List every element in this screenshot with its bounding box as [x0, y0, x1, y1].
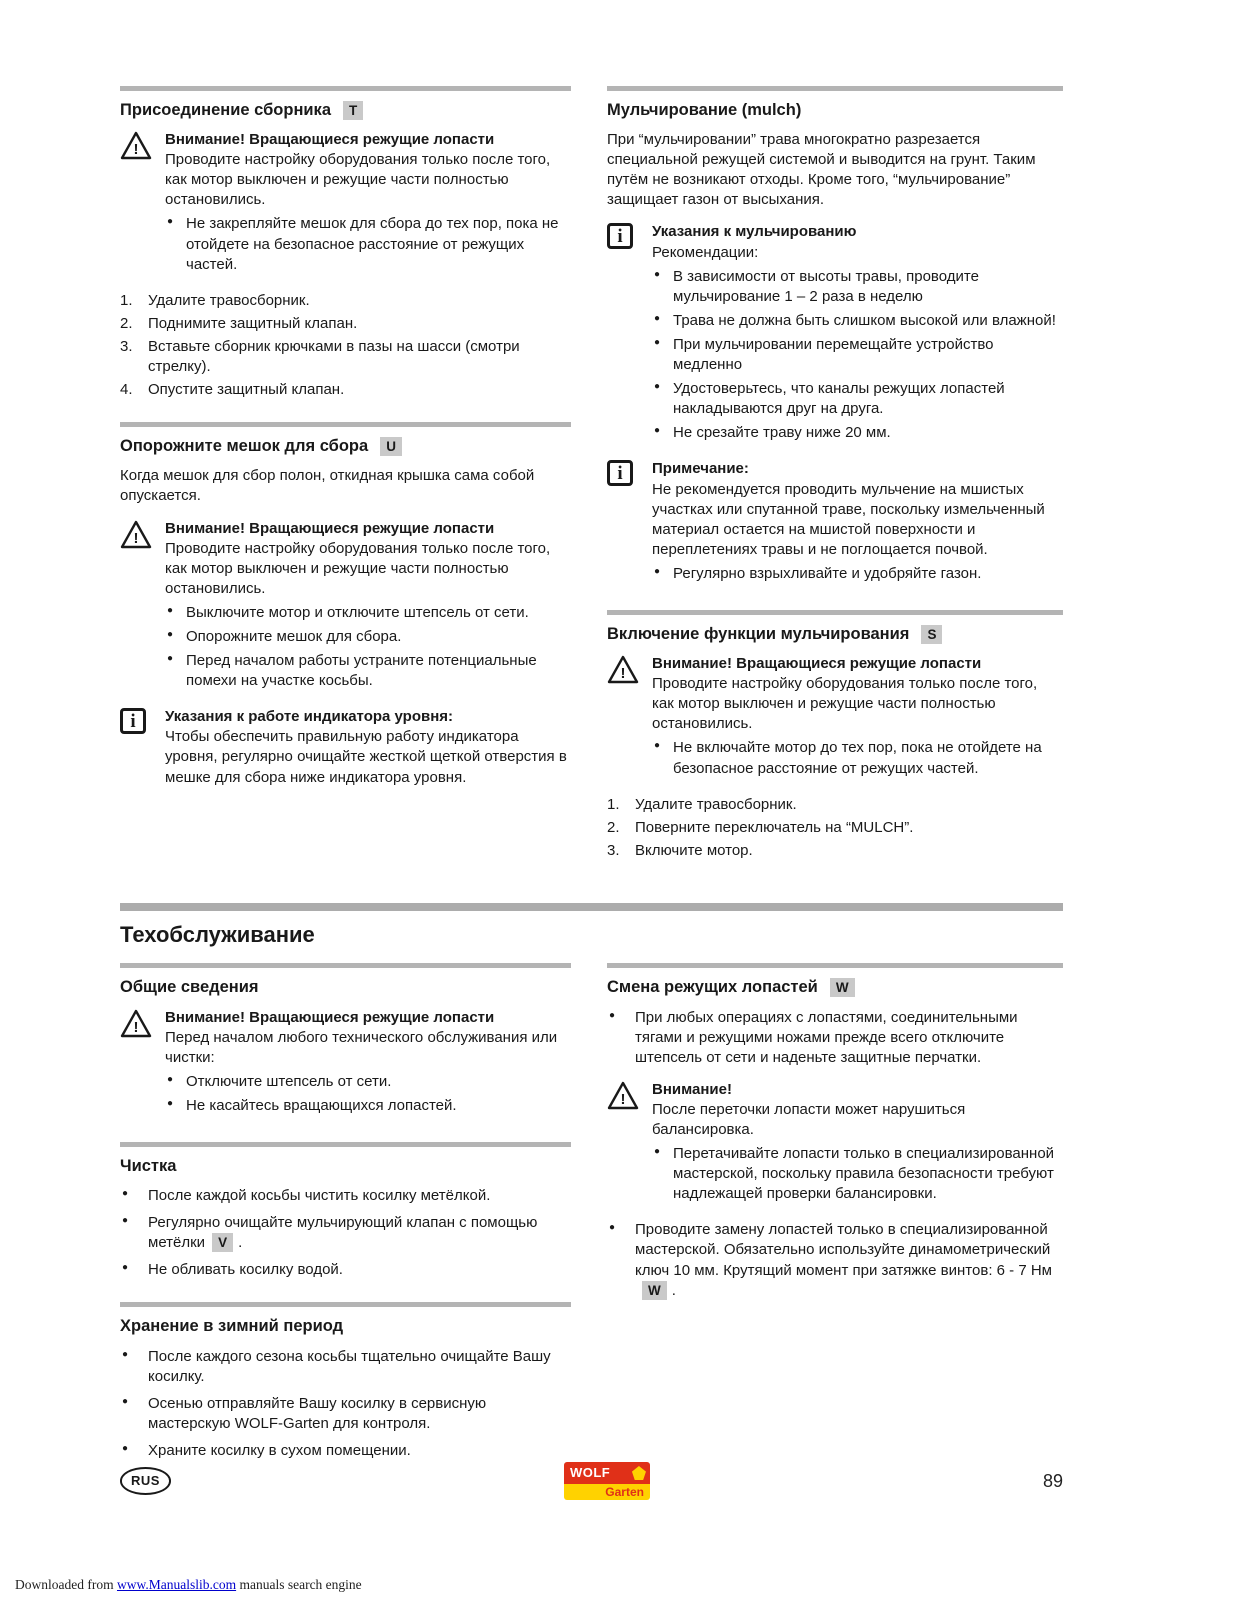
section-heading: Общие сведения: [120, 978, 259, 997]
language-badge: RUS: [120, 1467, 171, 1494]
download-prefix: Downloaded from: [15, 1576, 117, 1592]
info-text: Рекомендации:: [652, 243, 759, 261]
info-block: [120, 707, 571, 787]
info-bullet: ● Не срезайте траву ниже 20 мм.: [652, 423, 1063, 443]
heading-bar: [120, 86, 571, 91]
warning-bullet: ● Не включайте мотор до тех пор, пока не отойдете на безопасное расстояние от режущих частей.: [652, 738, 1063, 778]
step-item: 3. Включите мотор.: [607, 841, 753, 859]
info-text: Чтобы обеспечить правильную работу индикатора уровня, регулярно очищайте жесткой щеткой отверстия в мешке для сбора ниже индикатора уровня.: [165, 728, 567, 786]
step-item: 2. Поднимите защитный клапан.: [120, 314, 358, 332]
heading-bar: [120, 1142, 571, 1147]
warning-bullet: ● Перетачивайте лопасти только в специализированной мастерской, поскольку правила безопасности требуют надлежащей проверки балансировки.: [652, 1144, 1063, 1204]
figure-ref-badge-W: W: [830, 978, 855, 997]
intro-paragraph: При “мульчировании” трава многократно разрезается специальной режущей системой и выводится на грунт. Таким путём не возникают отходы. Кроме того, “мульчирование” защищает газон от высыхания.: [607, 131, 1036, 209]
list-item: ● После каждой косьбы чистить косилку метёлкой.: [120, 1186, 571, 1206]
section-general-info: [120, 963, 571, 1120]
info-title: Указания к работе индикатора уровня:: [165, 708, 454, 726]
warning-text: Перед началом любого технического обслуживания или чистки:: [165, 1028, 558, 1066]
section-heading: Чистка: [120, 1156, 177, 1175]
warning-bullet: ● Не касайтесь вращающихся лопастей.: [165, 1096, 571, 1116]
step-item: 1. Удалите травосборник.: [120, 291, 310, 309]
figure-ref-badge-S: S: [921, 625, 942, 644]
warning-bullet: ● Не закрепляйте мешок для сбора до тех пор, пока не отойдете на безопасное расстояние от режущих частей.: [165, 214, 571, 274]
cleaning-bullets: [120, 1186, 571, 1280]
info-bullet: ● В зависимости от высоты травы, проводите мульчирование 1 – 2 раза в неделю: [652, 267, 1063, 307]
step-item: 1. Удалите травосборник.: [607, 795, 797, 813]
warning-icon: [607, 654, 639, 783]
intro-paragraph: Когда мешок для сбор полон, откидная крышка сама собой опускается.: [120, 467, 535, 505]
info-icon: i: [607, 459, 639, 588]
wolf-garten-logo: [564, 1462, 650, 1500]
section-mulching: [607, 86, 1063, 588]
numbered-steps: [607, 795, 1063, 861]
warning-icon: [120, 130, 152, 279]
maintenance-section-header: [120, 903, 1063, 949]
warning-icon: [120, 519, 152, 696]
storage-bullets: [120, 1347, 571, 1461]
heading-bar: [607, 963, 1063, 968]
blade-bullets-top: [607, 1008, 1063, 1068]
logo-garten-text: Garten: [605, 1484, 644, 1499]
step-item: 2. Поверните переключатель на “MULCH”.: [607, 818, 914, 836]
list-item: ● При любых операциях с лопастями, соединительными тягами и режущими ножами прежде всего отключите штепсель от сети и наденьте защитные перчатки.: [607, 1008, 1063, 1068]
info-icon: i: [120, 707, 152, 787]
warning-title: Внимание! Вращающиеся режущие лопасти: [165, 131, 495, 149]
main-heading-bar: [120, 903, 1063, 911]
list-item: ● Регулярно очищайте мульчирующий клапан с помощью метёлки V .: [120, 1213, 571, 1253]
section-cleaning: [120, 1142, 571, 1280]
left-column-bottom: [120, 963, 571, 1483]
warning-text: Проводите настройку оборудования только после того, как мотор выключен и режущие части полностью остановились.: [165, 539, 551, 597]
section-empty-bag: [120, 422, 571, 787]
heading-bar: [120, 1302, 571, 1307]
svg-text:!: !: [133, 529, 139, 547]
section-heading: Включение функции мульчирования: [607, 624, 910, 643]
wolf-head-icon: [632, 1466, 646, 1480]
section-heading: Смена режущих лопастей: [607, 978, 818, 997]
info-icon: i: [607, 222, 639, 447]
main-section-title: Техобслуживание: [120, 921, 315, 947]
figure-ref-badge-V: V: [212, 1233, 233, 1252]
page-footer: [120, 1462, 1063, 1500]
list-item: ● После каждого сезона косьбы тщательно очищайте Вашу косилку.: [120, 1347, 571, 1387]
warning-bullet: ● Перед началом работы устраните потенциальные помехи на участке косьбы.: [165, 651, 571, 691]
figure-ref-badge-U: U: [380, 437, 402, 456]
info-block: [607, 222, 1063, 447]
right-column-top: [607, 86, 1063, 883]
svg-text:!: !: [133, 1018, 139, 1036]
logo-wolf-text: WOLF: [569, 1465, 611, 1481]
figure-ref-badge-W-inline: W: [642, 1281, 667, 1300]
note-block: [607, 459, 1063, 588]
bottom-grid: [120, 963, 1063, 1483]
page-number: 89: [1042, 1470, 1063, 1491]
warning-block: [120, 519, 571, 696]
warning-block: [120, 130, 571, 279]
section-heading: Хранение в зимний период: [120, 1317, 344, 1336]
warning-icon: [120, 1008, 152, 1120]
warning-block: [120, 1008, 571, 1120]
info-bullet: ● Удостоверьтесь, что каналы режущих лопастей накладываются друг на друга.: [652, 379, 1063, 419]
section-winter-storage: [120, 1302, 571, 1461]
warning-title: Внимание! Вращающиеся режущие лопасти: [652, 655, 982, 673]
svg-text:!: !: [133, 141, 139, 159]
warning-text: После переточки лопасти может нарушиться балансировка.: [652, 1100, 966, 1138]
list-item: ● Храните косилку в сухом помещении.: [120, 1441, 571, 1461]
warning-bullet: ● Опорожните мешок для сбора.: [165, 627, 571, 647]
warning-block: [607, 654, 1063, 783]
manual-page-content: [120, 86, 1063, 1483]
list-item: ● Осенью отправляйте Вашу косилку в сервисную мастерскую WOLF-Garten для контроля.: [120, 1394, 571, 1434]
section-attach-collector: [120, 86, 571, 400]
warning-title: Внимание! Вращающиеся режущие лопасти: [165, 1008, 495, 1026]
manualslib-footer-line: [15, 1576, 362, 1594]
warning-bullet: ● Выключите мотор и отключите штепсель от сети.: [165, 603, 571, 623]
warning-icon: [607, 1080, 639, 1209]
note-title: Примечание:: [652, 460, 749, 478]
list-item: ● Проводите замену лопастей только в специализированной мастерской. Обязательно используйте динамометрический ключ 10 мм. Крутящий момент при затяжке винтов: 6 - 7 НмW .: [607, 1220, 1063, 1300]
download-suffix: manuals search engine: [236, 1576, 362, 1592]
svg-text:!: !: [620, 1090, 626, 1108]
step-item: 3. Вставьте сборник крючками в пазы на шасси (смотри стрелку).: [120, 337, 520, 376]
heading-bar: [607, 86, 1063, 91]
warning-text: Проводите настройку оборудования только после того, как мотор выключен и режущие части полностью остановились.: [165, 151, 551, 209]
note-text: Не рекомендуется проводить мульчение на мшистых участках или спутанной траве, поскольку измельченный материал остается на мшистой поверхности и переплетениях травы и не поглощается почвой.: [652, 480, 1045, 558]
list-item: ● Не обливать косилку водой.: [120, 1260, 571, 1280]
left-column-top: [120, 86, 571, 810]
warning-text: Проводите настройку оборудования только после того, как мотор выключен и режущие части полностью остановились.: [652, 675, 1038, 733]
warning-block: [607, 1080, 1063, 1209]
svg-text:!: !: [620, 665, 626, 683]
section-blade-replacement: [607, 963, 1063, 1300]
info-bullet: ● Трава не должна быть слишком высокой или влажной!: [652, 311, 1063, 331]
section-heading: Мульчирование (mulch): [607, 101, 802, 119]
info-title: Указания к мульчированию: [652, 223, 857, 241]
section-heading: Опорожните мешок для сбора: [120, 437, 369, 456]
note-bullet: ● Регулярно взрыхливайте и удобряйте газон.: [652, 564, 1063, 584]
step-item: 4. Опустите защитный клапан.: [120, 381, 345, 399]
warning-bullet: ● Отключите штепсель от сети.: [165, 1072, 571, 1092]
warning-title: Внимание!: [652, 1080, 732, 1098]
heading-bar: [607, 610, 1063, 615]
right-column-bottom: [607, 963, 1063, 1322]
section-heading: Присоединение сборника: [120, 101, 331, 119]
top-grid: [120, 86, 1063, 883]
manualslib-link[interactable]: www.Manualslib.com: [116, 1576, 237, 1592]
figure-ref-badge-T: T: [343, 101, 363, 120]
info-bullet: ● При мульчировании перемещайте устройство медленно: [652, 335, 1063, 375]
section-mulch-enable: [607, 610, 1063, 861]
heading-bar: [120, 422, 571, 427]
blade-bullets-bottom: [607, 1220, 1063, 1300]
heading-bar: [120, 963, 571, 968]
warning-title: Внимание! Вращающиеся режущие лопасти: [165, 519, 495, 537]
numbered-steps: [120, 291, 571, 400]
